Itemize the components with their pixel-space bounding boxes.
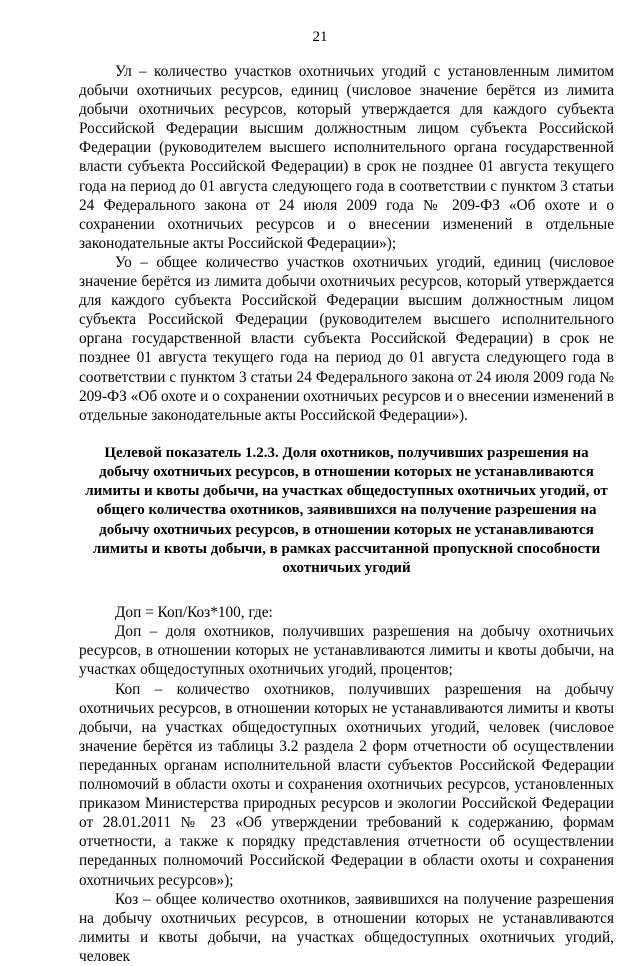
paragraph-koz-definition: Коз – общее количество охотников, заявившихся на получение разрешения на добычу охотничьих ресурсов, в отношении которых не устанавливаются лимиты и квоты добычи, на участках общедоступных охотничьих угодий, человек [79,890,614,965]
section-heading-indicator-1-2-3: Целевой показатель 1.2.3. Доля охотников, получивших разрешения на добычу охотничьих ресурсов, в отношении которых не устанавливаются лимиты и квоты добычи, на участках общедоступных охотничьих угодий, от общего количества охотников, заявившихся на получение разрешения на добычу охотничьих ресурсов, в отношении которых не устанавливаются лимиты и квоты добычи, в рамках рассчитанной пропускной способности охотничьих угодий [85,444,608,576]
page-number: 21 [312,29,328,45]
paragraph-dop-definition: Доп – доля охотников, получивших разрешения на добычу охотничьих ресурсов, в отношении которых не устанавливаются лимиты и квоты добычи, на участках общедоступных охотничьих угодий, процентов; [79,623,614,679]
formula-line: Доп = Коп/Коз*100, где: [115,604,273,622]
paragraph-kop-definition: Коп – количество охотников, получивших разрешения на добычу охотничьих ресурсов, в отношении которых не устанавливаются лимиты и квоты добычи, на участках общедоступных охотничьих угодий, человек (числовое значение берётся из таблицы 3.2 раздела 2 форм отчетности об осуществлении переданных органам исполнительной власти субъектов Российской Федерации полномочий в области охоты и сохранения охотничьих ресурсов, установленных приказом Министерства природных ресурсов и экологии Российской Федерации от 28.01.2011 № 23 «Об утверждении требований к содержанию, формам отчетности, а также к порядку представления отчетности об осуществлении переданных полномочий Российской Федерации в области охоты и сохранения охотничьих ресурсов»); [79,680,614,889]
paragraph-ul-definition: Ул – количество участков охотничьих угодий с установленным лимитом добычи охотничьих ресурсов, единиц (числовое значение берётся из лимита добычи охотничьих ресурсов, который утверждается для каждого субъекта Российской Федерации высшим должностным лицом субъекта Российской Федерации (руководителем высшего исполнительного органа государственной власти субъекта Российской Федерации) в срок не позднее 01 августа текущего года на период до 01 августа следующего года в соответствии с пунктом 3 статьи 24 Федерального закона от 24 июля 2009 года № 209-ФЗ «Об охоте и о сохранении охотничьих ресурсов и о внесении изменений в отдельные законодательные акты Российской Федерации»); [79,63,614,252]
document-body [79,62,614,966]
paragraph-uo-definition: Уо – общее количество участков охотничьих угодий, единиц (числовое значение берётся из лимита добычи охотничьих ресурсов, который утверждается для каждого субъекта Российской Федерации высшим должностным лицом субъекта Российской Федерации (руководителем высшего исполнительного органа государственной власти субъекта Российской Федерации) в срок не позднее 01 августа текущего года на период до 01 августа следующего года в соответствии с пунктом 3 статьи 24 Федерального закона от 24 июля 2009 года № 209-ФЗ «Об охоте и о сохранении охотничьих ресурсов и о внесении изменений в отдельные законодательные акты Российской Федерации»). [79,253,614,424]
